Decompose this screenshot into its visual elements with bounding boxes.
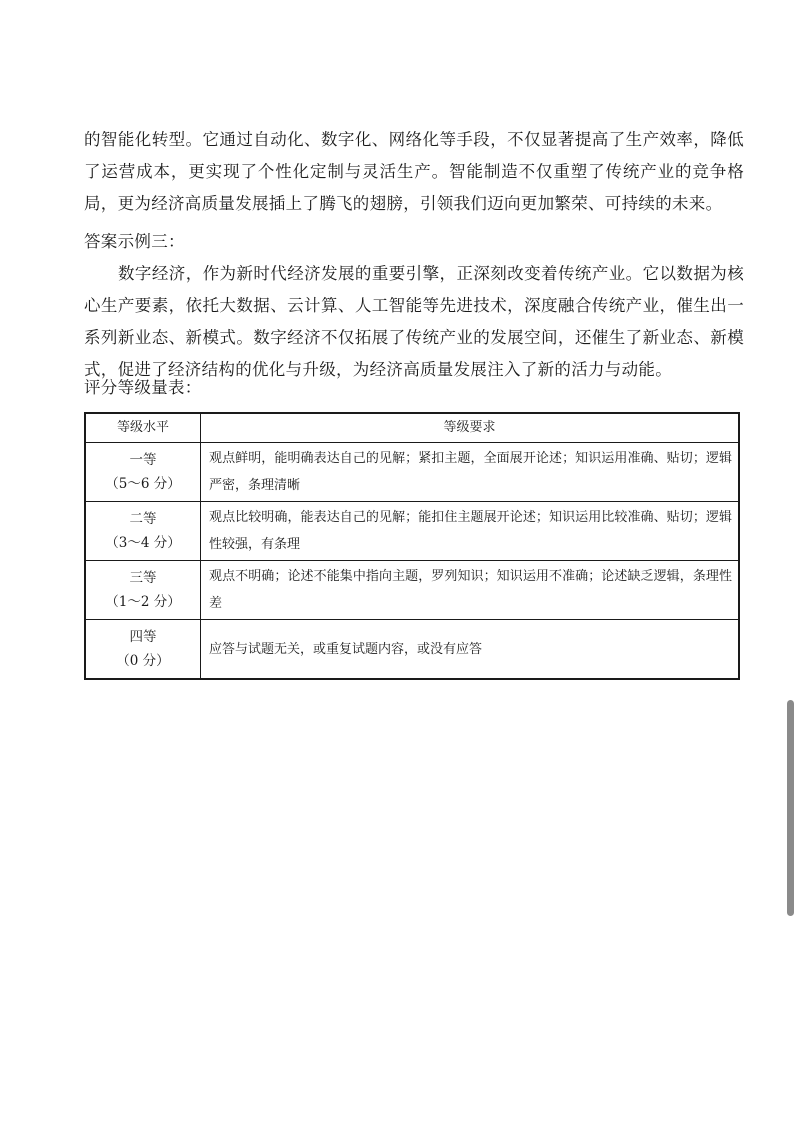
header-requirement: 等级要求 bbox=[201, 413, 740, 443]
grade-score: （0 分） bbox=[116, 653, 170, 669]
grade-name: 四等 bbox=[129, 629, 157, 645]
requirement-cell: 观点不明确；论述不能集中指向主题，罗列知识；知识运用不准确；论述缺乏逻辑，条理性差 bbox=[201, 561, 740, 620]
grade-name: 一等 bbox=[129, 452, 157, 468]
table-row bbox=[85, 443, 739, 502]
vertical-scrollbar[interactable] bbox=[787, 700, 794, 916]
level-cell bbox=[85, 620, 201, 680]
requirement-cell: 应答与试题无关，或重复试题内容，或没有应答 bbox=[201, 620, 740, 680]
grade-score: （3～4 分） bbox=[105, 535, 181, 551]
level-cell bbox=[85, 443, 201, 502]
example-three-label: 答案示例三： bbox=[84, 232, 185, 251]
grading-rubric-table bbox=[84, 412, 740, 680]
answer-example-three-paragraph: 数字经济，作为新时代经济发展的重要引擎，正深刻改变着传统产业。它以数据为核心生产要素，依托大数据、云计算、人工智能等先进技术，深度融合传统产业，催生出一系列新业态、新模式。数字经济不仅拓展了传统产业的发展空间，还催生了新业态、新模式，促进了经济结构的优化与升级，为经济高质量发展注入了新的活力与动能。 bbox=[84, 264, 744, 379]
requirement-cell: 观点鲜明，能明确表达自己的见解；紧扣主题，全面展开论述；知识运用准确、贴切；逻辑严密，条理清晰 bbox=[201, 443, 740, 502]
header-level: 等级水平 bbox=[85, 413, 201, 443]
table-row bbox=[85, 561, 739, 620]
level-cell bbox=[85, 561, 201, 620]
grade-name: 二等 bbox=[129, 511, 157, 527]
answer-paragraph-continued: 的智能化转型。它通过自动化、数字化、网络化等手段，不仅显著提高了生产效率，降低了运营成本，更实现了个性化定制与灵活生产。智能制造不仅重塑了传统产业的竞争格局，更为经济高质量发展插上了腾飞的翅膀，引领我们迈向更加繁荣、可持续的未来。 bbox=[84, 130, 744, 213]
table-row bbox=[85, 502, 739, 561]
grade-score: （5～6 分） bbox=[105, 476, 181, 492]
grade-score: （1～2 分） bbox=[105, 594, 181, 610]
table-row bbox=[85, 620, 739, 680]
table-header-row bbox=[85, 413, 739, 443]
requirement-cell: 观点比较明确，能表达自己的见解；能扣住主题展开论述；知识运用比较准确、贴切；逻辑性较强，有条理 bbox=[201, 502, 740, 561]
rubric-label: 评分等级量表： bbox=[84, 378, 202, 397]
grade-name: 三等 bbox=[129, 570, 157, 586]
level-cell bbox=[85, 502, 201, 561]
